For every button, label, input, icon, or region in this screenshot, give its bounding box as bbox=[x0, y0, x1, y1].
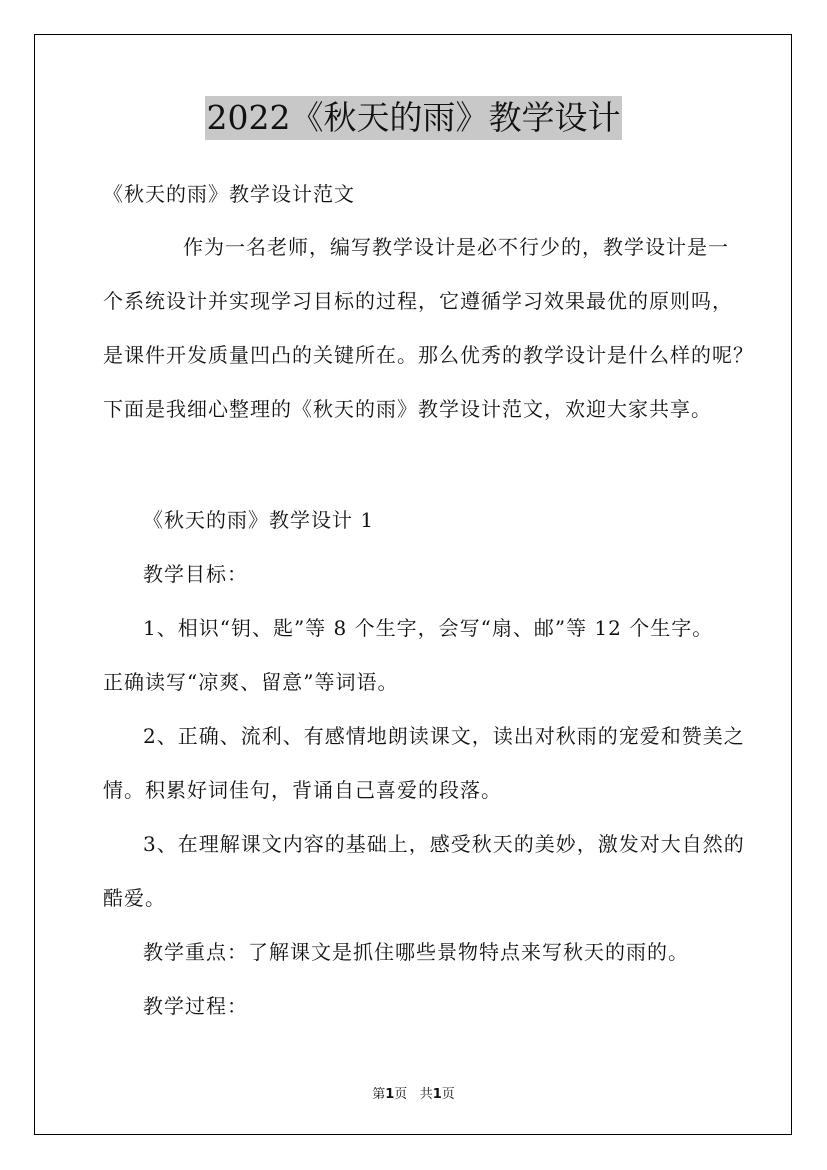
intro-line-4: 下面是我细心整理的《秋天的雨》教学设计范文，欢迎大家共享。 bbox=[103, 397, 712, 421]
section-heading: 《秋天的雨》教学设计 1 bbox=[143, 508, 375, 532]
intro-line-1: 作为一名老师，编写教学设计是必不行少的，教学设计是一 bbox=[183, 235, 729, 259]
title-container bbox=[0, 96, 827, 140]
intro-line-2: 个系统设计并实现学习目标的过程，它遵循学习效果最优的原则吗， bbox=[103, 289, 733, 313]
goal-2-line-1: 2、正确、流利、有感情地朗读课文，读出对秋雨的宠爱和赞美之 bbox=[143, 724, 745, 748]
footer-total-num: 1 bbox=[432, 1087, 442, 1102]
footer-page-num: 1 bbox=[385, 1087, 395, 1102]
footer-total-unit: 页 bbox=[441, 1087, 455, 1102]
footer-total-label: 共 bbox=[419, 1087, 433, 1102]
goal-3-line-2: 酷爱。 bbox=[103, 886, 166, 910]
page-footer bbox=[0, 1083, 827, 1102]
footer-page-unit: 页 bbox=[394, 1087, 408, 1102]
goals-heading: 教学目标： bbox=[143, 562, 248, 586]
subtitle-line: 《秋天的雨》教学设计范文 bbox=[103, 182, 355, 206]
goal-1-line-2: 正确读写“凉爽、留意”等词语。 bbox=[103, 670, 399, 694]
goal-1-line-1: 1、相识“钥、匙”等 8 个生字，会写“扇、邮”等 12 个生字。 bbox=[143, 616, 714, 640]
intro-line-3: 是课件开发质量凹凸的关键所在。那么优秀的教学设计是什么样的呢？ bbox=[103, 343, 754, 367]
footer-page-label: 第 bbox=[372, 1087, 386, 1102]
goal-2-line-2: 情。积累好词佳句，背诵自己喜爱的段落。 bbox=[103, 778, 502, 802]
focus-line: 教学重点：了解课文是抓住哪些景物特点来写秋天的雨的。 bbox=[143, 940, 689, 964]
goal-3-line-1: 3、在理解课文内容的基础上，感受秋天的美妙，激发对大自然的 bbox=[143, 832, 745, 856]
document-title: 2022《秋天的雨》教学设计 bbox=[205, 96, 623, 140]
process-heading: 教学过程： bbox=[143, 994, 248, 1018]
